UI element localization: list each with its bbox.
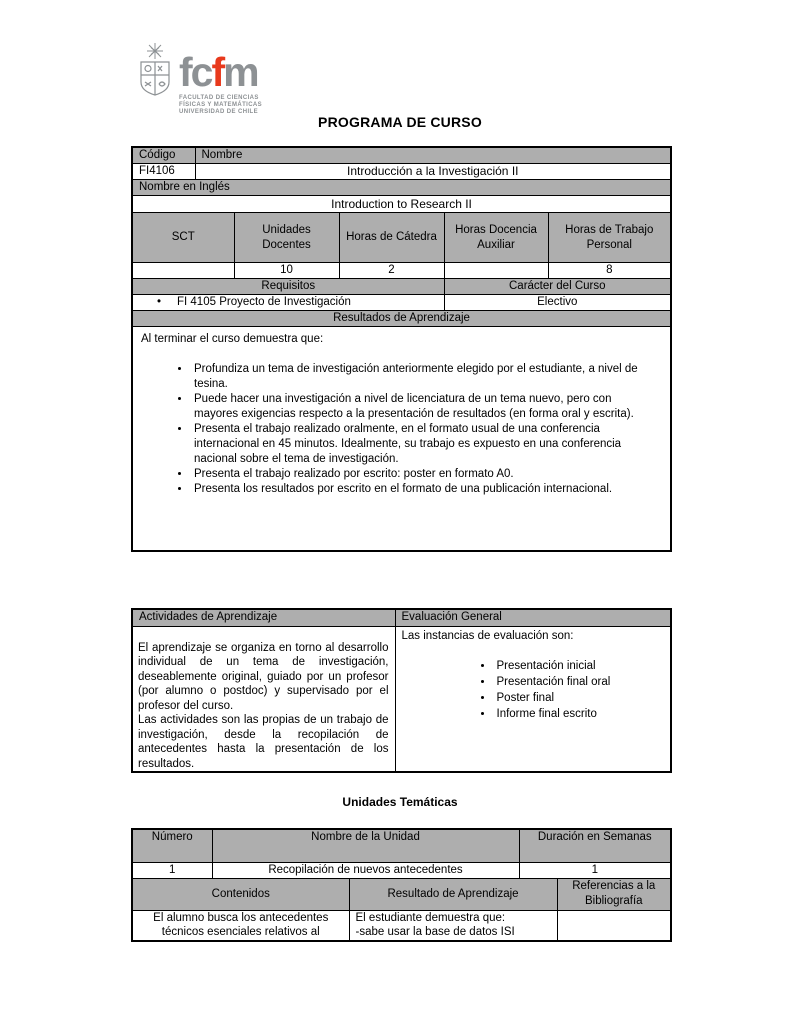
page-title: PROGRAMA DE CURSO <box>318 114 482 130</box>
table-row <box>132 910 671 941</box>
evaluacion-intro: Las instancias de evaluación son: <box>401 629 574 642</box>
nombre-value-cell: Introducción a la Investigación II <box>195 164 671 180</box>
requisitos-label-cell: Requisitos <box>132 279 444 295</box>
course-info-table <box>131 146 672 552</box>
list-item: • Profundiza un tema de investigación anteriormente elegido por el estudiante, a nivel de tesina. <box>191 362 662 392</box>
list-item: • Presenta los resultados por escrito en el formato de una publicación internacional. <box>191 482 662 497</box>
wordmark-letter-accent: f <box>211 49 224 95</box>
sct-value-cell <box>132 263 234 279</box>
caracter-value-cell: Electivo <box>444 295 671 311</box>
referencias-value-cell <box>557 910 671 941</box>
unidad-value-cell: Recopilación de nuevos antecedentes <box>212 862 519 878</box>
duracion-value-cell: 1 <box>519 862 671 878</box>
resultado-value-line: El estudiante demuestra que: <box>355 911 506 924</box>
logo-subtext-line: FÍSICAS Y MATEMÁTICAS <box>179 102 263 108</box>
list-item: • Puede hacer una investigación a nivel de licenciatura de un tema nuevo, pero con mayores exigencias respecto a la presentación de resultados (en forma oral y escrita). <box>191 392 662 422</box>
table-row <box>132 327 671 551</box>
resultados-list <box>141 362 662 497</box>
nombre-ingles-label-cell: Nombre en Inglés <box>132 180 671 196</box>
table-row <box>132 213 671 263</box>
table-row <box>132 878 671 910</box>
numero-value-cell: 1 <box>132 862 212 878</box>
evaluacion-content-cell <box>395 626 671 772</box>
contenidos-value-cell: El alumno busca los antecedentes técnicos esenciales relativos al <box>132 910 349 941</box>
nombre-ingles-value-cell: Introduction to Research II <box>132 196 671 213</box>
wordmark-letter: m <box>223 49 258 95</box>
horas-catedra-value-cell: 2 <box>339 263 444 279</box>
referencias-label-cell: Referencias a la Bibliografía <box>557 878 671 910</box>
wordmark-letter: c <box>190 49 212 95</box>
universidad-de-chile-crest-icon <box>136 42 174 98</box>
numero-label-cell: Número <box>132 829 212 862</box>
codigo-value-cell: FI4106 <box>132 164 195 180</box>
resultados-label-cell: Resultados de Aprendizaje <box>132 311 671 327</box>
requisitos-value: FI 4105 Proyecto de Investigación <box>177 296 351 308</box>
table-row <box>132 279 671 295</box>
resultado-label-cell: Resultado de Aprendizaje <box>349 878 557 910</box>
table-row <box>132 626 671 772</box>
logo-subtext-line: UNIVERSIDAD DE CHILE <box>179 109 259 115</box>
activities-evaluation-table <box>131 608 672 773</box>
logo-subtext <box>179 95 262 116</box>
bullet-icon: • <box>157 296 162 308</box>
table-row <box>132 147 671 164</box>
evaluacion-label-cell: Evaluación General <box>395 609 671 626</box>
list-item: • Presentación inicial <box>494 658 665 674</box>
actividades-label-cell: Actividades de Aprendizaje <box>132 609 395 626</box>
unidades-docentes-label-cell: Unidades Docentes <box>234 213 339 263</box>
table-row <box>132 829 671 862</box>
horas-trabajo-value-cell: 8 <box>548 263 671 279</box>
table-row <box>132 263 671 279</box>
resultado-value-line: -sabe usar la base de datos ISI <box>355 926 515 938</box>
resultados-intro: Al terminar el curso demuestra que: <box>141 333 324 345</box>
list-item: • Presenta el trabajo realizado oralmente, en el formato usual de una conferencia internacional en 45 minutos. Idealmente, su trabajo es expuesto en una conferencia nacional sobre el tema de investigación. <box>191 422 662 467</box>
table-row <box>132 180 671 196</box>
actividades-paragraph: El aprendizaje se organiza en torno al desarrollo individual de un tema de investigación, deseablemente original, guiado por un profesor (por alumno o postdoc) y supervisado por el profesor del curso. <box>138 641 389 712</box>
units-table <box>131 828 672 942</box>
logo-text-block <box>179 42 262 116</box>
list-item: • Poster final <box>494 690 665 706</box>
duracion-label-cell: Duración en Semanas <box>519 829 671 862</box>
table-row <box>132 862 671 878</box>
horas-catedra-label-cell: Horas de Cátedra <box>339 213 444 263</box>
sct-label-cell: SCT <box>132 213 234 263</box>
unidad-label-cell: Nombre de la Unidad <box>212 829 519 862</box>
actividades-paragraph: Las actividades son las propias de un trabajo de investigación, desde la recopilación de antecedentes hasta la presentación de los resultados. <box>138 714 389 770</box>
list-item: • Presentación final oral <box>494 674 665 690</box>
table-row <box>132 196 671 213</box>
contenidos-label-cell: Contenidos <box>132 878 349 910</box>
logo-subtext-line: FACULTAD DE CIENCIAS <box>179 95 259 101</box>
horas-trabajo-label-cell: Horas de Trabajo Personal <box>548 213 671 263</box>
resultado-value-cell <box>349 910 557 941</box>
horas-docencia-label-cell: Horas Docencia Auxiliar <box>444 213 548 263</box>
units-section-title: Unidades Temáticas <box>342 795 458 809</box>
actividades-content-cell <box>132 626 395 772</box>
wordmark-letter: f <box>179 49 191 95</box>
fcfm-wordmark <box>179 49 262 95</box>
codigo-label-cell: Código <box>132 147 195 164</box>
resultados-content-cell <box>132 327 671 551</box>
evaluacion-list <box>402 658 665 722</box>
list-item: • Presenta el trabajo realizado por escrito: poster en formato A0. <box>191 467 662 482</box>
horas-docencia-value-cell <box>444 263 548 279</box>
list-item: • Informe final escrito <box>494 706 665 722</box>
unidades-docentes-value-cell: 10 <box>234 263 339 279</box>
table-row <box>132 311 671 327</box>
caracter-label-cell: Carácter del Curso <box>444 279 671 295</box>
table-row <box>132 295 671 311</box>
nombre-label-cell: Nombre <box>195 147 671 164</box>
table-row <box>132 609 671 626</box>
table-row <box>132 164 671 180</box>
fcfm-logo <box>136 42 262 116</box>
requisitos-value-cell <box>132 295 444 311</box>
